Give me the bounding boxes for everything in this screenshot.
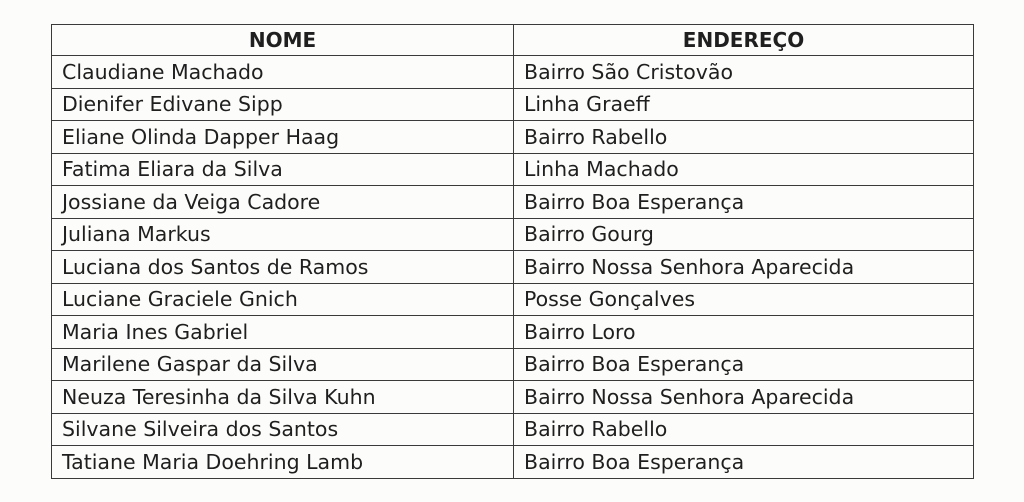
header-row [52, 25, 974, 56]
table-row [52, 283, 974, 316]
cell-name: Tatiane Maria Doehring Lamb [52, 446, 514, 479]
cell-name: Maria Ines Gabriel [52, 316, 514, 349]
cell-name: Luciane Graciele Gnich [52, 283, 514, 316]
cell-address: Bairro Loro [514, 316, 974, 349]
cell-name: Dienifer Edivane Sipp [52, 88, 514, 121]
table-row [52, 446, 974, 479]
cell-address: Bairro Boa Esperança [514, 446, 974, 479]
cell-address: Linha Graeff [514, 88, 974, 121]
table-row [52, 88, 974, 121]
cell-address: Bairro São Cristovão [514, 56, 974, 89]
cell-address: Bairro Boa Esperança [514, 186, 974, 219]
cell-address: Bairro Nossa Senhora Aparecida [514, 251, 974, 284]
table-row [52, 251, 974, 284]
cell-address: Posse Gonçalves [514, 283, 974, 316]
residents-table [51, 24, 974, 479]
cell-name: Marilene Gaspar da Silva [52, 348, 514, 381]
table-row [52, 121, 974, 154]
table-row [52, 316, 974, 349]
table-row [52, 153, 974, 186]
cell-name: Juliana Markus [52, 218, 514, 251]
cell-address: Bairro Nossa Senhora Aparecida [514, 381, 974, 414]
table-row [52, 413, 974, 446]
table-row [52, 381, 974, 414]
table-row [52, 186, 974, 219]
table-row [52, 218, 974, 251]
cell-name: Claudiane Machado [52, 56, 514, 89]
cell-name: Fatima Eliara da Silva [52, 153, 514, 186]
cell-name: Luciana dos Santos de Ramos [52, 251, 514, 284]
table-row [52, 348, 974, 381]
cell-address: Bairro Boa Esperança [514, 348, 974, 381]
column-header-address: ENDEREÇO [514, 25, 974, 56]
cell-address: Bairro Gourg [514, 218, 974, 251]
cell-name: Eliane Olinda Dapper Haag [52, 121, 514, 154]
column-header-name: NOME [52, 25, 514, 56]
cell-name: Neuza Teresinha da Silva Kuhn [52, 381, 514, 414]
cell-address: Linha Machado [514, 153, 974, 186]
cell-name: Silvane Silveira dos Santos [52, 413, 514, 446]
cell-name: Jossiane da Veiga Cadore [52, 186, 514, 219]
cell-address: Bairro Rabello [514, 413, 974, 446]
table-body [52, 56, 974, 479]
table-row [52, 56, 974, 89]
cell-address: Bairro Rabello [514, 121, 974, 154]
